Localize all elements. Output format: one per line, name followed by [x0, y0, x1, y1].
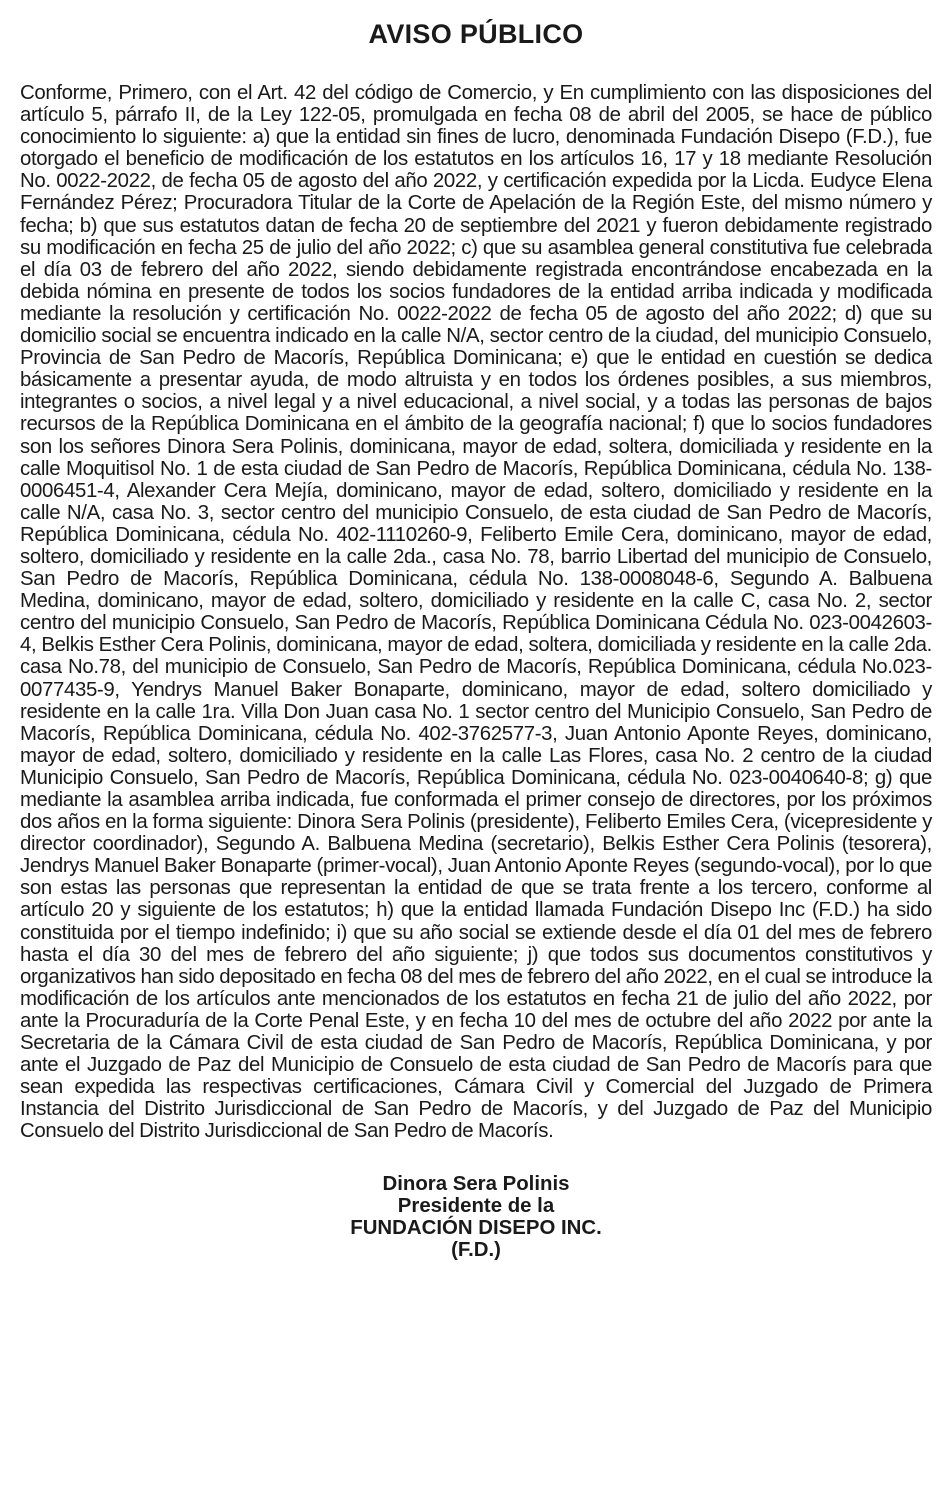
signature-block	[20, 1173, 932, 1261]
signatory-role: Presidente de la	[397, 1194, 555, 1217]
signatory-name: Dinora Sera Polinis	[382, 1172, 570, 1195]
signatory-organization: FUNDACIÓN DISEPO INC.	[350, 1216, 602, 1239]
notice-title: AVISO PÚBLICO	[368, 19, 584, 49]
public-notice	[20, 16, 932, 1261]
notice-body: Conforme, Primero, con el Art. 42 del código de Comercio, y En cumplimiento con las disposiciones del artículo 5, párrafo II, de la Ley 122-05, promulgada en fecha 08 de abril del 2005, se hace de público conocimiento lo siguiente: a) que la entidad sin fines de lucro, denominada Fundación Disepo (F.D.), fue otorgado el beneficio de modificación de los estatutos en los artículos 16, 17 y 18 mediante Resolución No. 0022-2022, de fecha 05 de agosto del año 2022, y certificación expedida por la Licda. Eudyce Elena Fernández Pérez; Procuradora Titular de la Corte de Apelación de la Región Este, del mismo número y fecha; b) que sus estatutos datan de fecha 20 de septiembre del 2021 y fueron debidamente registrado su modificación en fecha 25 de julio del año 2022; c) que su asamblea general constitutiva fue celebrada el día 03 de febrero del año 2022, siendo debidamente registrada encontrándose encabezada en la debida nómina en presente de todos los socios fundadores de la entidad arriba indicada y modificada mediante la resolución y certificación No. 0022-2022 de fecha 05 de agosto del año 2022; d) que su domicilio social se encuentra indicado en la calle N/A, sector centro de la ciudad, del municipio Consuelo, Provincia de San Pedro de Macorís, República Dominicana; e) que le entidad en cuestión se dedica básicamente a presentar ayuda, de modo altruista y en todos los órdenes posibles, a sus miembros, integrantes o socios, a nivel legal y a nivel educacional, a nivel social, y a todas las personas de bajos recursos de la República Dominicana en el ámbito de la geografía nacional; f) que lo socios fundadores son los señores Dinora Sera Polinis, dominicana, mayor de edad, soltera, domiciliada y residente en la calle Moquitisol No. 1 de esta ciudad de San Pedro de Macorís, República Dominicana, cédula No. 138-0006451-4, Alexander Cera Mejía, dominicano, mayor de edad, soltero, domiciliado y residente en la calle N/A, casa No. 3, sector centro del municipio Consuelo, de esta ciudad de San Pedro de Macorís, República Dominicana, cédula No. 402-1110260-9, Feliberto Emile Cera, dominicano, mayor de edad, soltero, domiciliado y residente en la calle 2da., casa No. 78, barrio Libertad del municipio de Consuelo, San Pedro de Macorís, República Dominicana, cédula No. 138-0008048-6, Segundo A. Balbuena Medina, dominicano, mayor de edad, soltero, domiciliado y residente en la calle C, casa No. 2, sector centro del municipio Consuelo, San Pedro de Macorís, República Dominicana Cédula No. 023-0042603-4, Belkis Esther Cera Polinis, dominicana, mayor de edad, soltera, domiciliada y residente en la calle 2da. casa No.78, del municipio de Consuelo, San Pedro de Macorís, República Dominicana, cédula No.023-0077435-9, Yendrys Manuel Baker Bonaparte, dominicano, mayor de edad, soltero domiciliado y residente en la calle 1ra. Villa Don Juan casa No. 1 sector centro del Municipio Consuelo, San Pedro de Macorís, República Dominicana, cédula No. 402-3762577-3, Juan Antonio Aponte Reyes, dominicano, mayor de edad, soltero, domiciliado y residente en la calle Las Flores, casa No. 2 centro de la ciudad Municipio Consuelo, San Pedro de Macorís, República Dominicana, cédula No. 023-0040640-8; g) que mediante la asamblea arriba indicada, fue conformada el primer consejo de directores, por los próximos dos años en la forma siguiente: Dinora Sera Polinis (presidente), Feliberto Emiles Cera, (vicepresidente y director coordinador), Segundo A. Balbuena Medina (secretario), Belkis Esther Cera Polinis (tesorera), Jendrys Manuel Baker Bonaparte (primer-vocal), Juan Antonio Aponte Reyes (segundo-vocal), por lo que son estas las personas que representan la entidad de que se trata frente a los tercero, conforme al artículo 20 y siguiente de los estatutos; h) que la entidad llamada Fundación Disepo Inc (F.D.) ha sido constituida por el tiempo indefinido; i) que su año social se extiende desde el día 01 del mes de febrero hasta el día 30 del mes de febrero del año siguiente; j) que todos sus documentos constitutivos y organizativos han sido depositado en fecha 08 del mes de febrero del año 2022, en el cual se introduce la modificación de los artículos ante mencionados de los estatutos en fecha 21 de julio del año 2022, por ante la Procuraduría de la Corte Penal Este, y en fecha 10 del mes de octubre del año 2022 por ante la Secretaria de la Cámara Civil de esta ciudad de San Pedro de Macorís, República Dominicana, y por ante el Juzgado de Paz del Municipio de Consuelo de esta ciudad de San Pedro de Macorís para que sean expedida las respectivas certificaciones, Cámara Civil y Comercial del Juzgado de Primera Instancia del Distrito Jurisdiccional de San Pedro de Macorís, y del Juzgado de Paz del Municipio Consuelo del Distrito Jurisdiccional de San Pedro de Macorís.	[20, 82, 932, 1143]
signatory-acronym: (F.D.)	[451, 1238, 501, 1261]
